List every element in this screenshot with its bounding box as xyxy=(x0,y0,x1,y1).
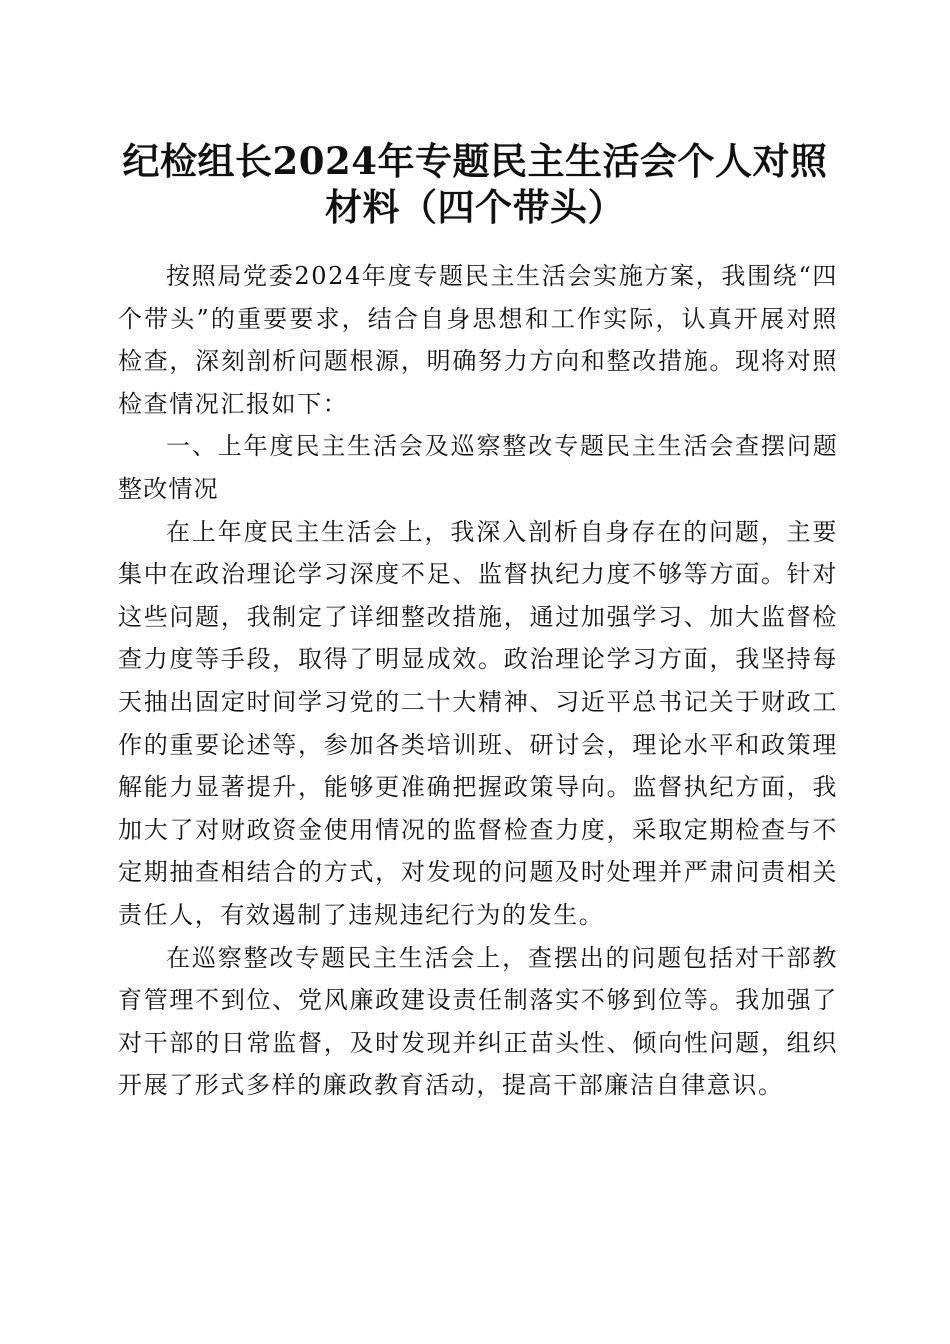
document-body xyxy=(118,255,838,1107)
intro-paragraph: 按照局党委2024年度专题民主生活会实施方案，我围绕“四个带头”的重要要求，结合自身思想和工作实际，认真开展对照检查，深刻剖析问题根源，明确努力方向和整改措施。现将对照检查情况汇报如下： xyxy=(118,262,838,418)
body-paragraph: 在上年度民主生活会上，我深入剖析自身存在的问题，主要集中在政治理论学习深度不足、监督执纪力度不够等方面。针对这些问题，我制定了详细整改措施，通过加强学习、加大监督检查力度等手段，取得了明显成效。政治理论学习方面，我坚持每天抽出固定时间学习党的二十大精神、习近平总书记关于财政工作的重要论述等，参加各类培训班、研讨会，理论水平和政策理解能力显著提升，能够更准确把握政策导向。监督执纪方面，我加大了对财政资金使用情况的监督检查力度，采取定期检查与不定期抽查相结合的方式，对发现的问题及时处理并严肃问责相关责任人，有效遏制了违规违纪行为的发生。 xyxy=(118,517,838,929)
document-title: 纪检组长2024年专题民主生活会个人对照材料（四个带头） xyxy=(122,139,828,229)
section-heading-1: 一、上年度民主生活会及巡察整改专题民主生活会查摆问题整改情况 xyxy=(118,432,838,503)
body-paragraph: 在巡察整改专题民主生活会上，查摆出的问题包括对干部教育管理不到位、党风廉政建设责任制落实不够到位等。我加强了对干部的日常监督，及时发现并纠正苗头性、倾向性问题，组织开展了形式多样的廉政教育活动，提高干部廉洁自律意识。 xyxy=(118,943,838,1100)
